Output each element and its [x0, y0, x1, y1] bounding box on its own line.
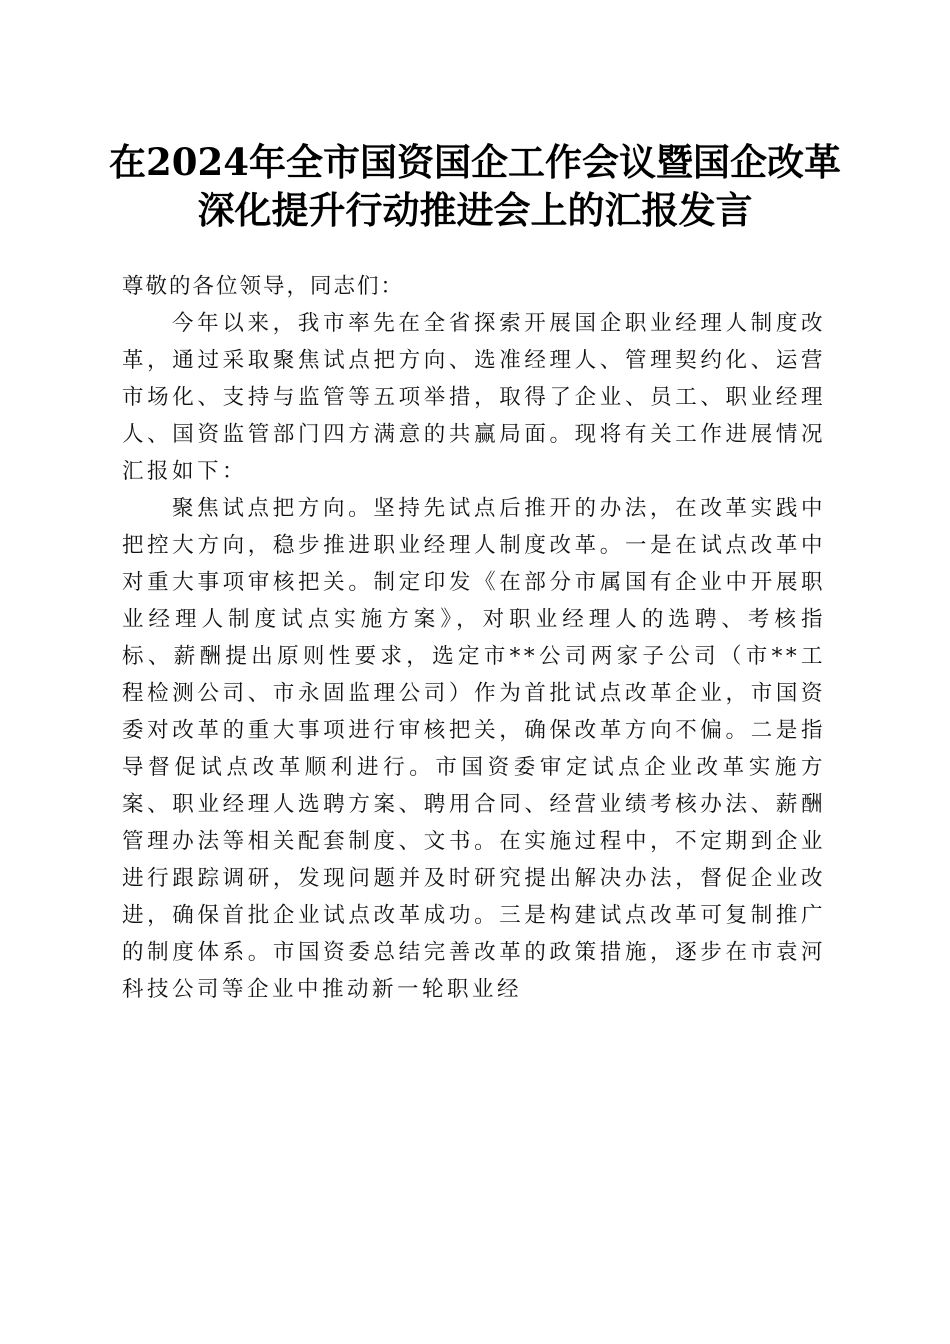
paragraph-pilot-direction: 聚焦试点把方向。坚持先试点后推开的办法，在改革实践中把控大方向，稳步推进职业经理人制度改革。一是在试点改革中对重大事项审核把关。制定印发《在部分市属国有企业中开展职业经理人制度试点实施方案》，对职业经理人的选聘、考核指标、薪酬提出原则性要求，选定市**公司两家子公司（市**工程检测公司、市永固监理公司）作为首批试点改革企业，市国资委对改革的重大事项进行审核把关，确保改革方向不偏。二是指导督促试点改革顺利进行。市国资委审定试点企业改革实施方案、职业经理人选聘方案、聘用合同、经营业绩考核办法、薪酬管理办法等相关配套制度、文书。在实施过程中，不定期到企业进行跟踪调研，发现问题并及时研究提出解决办法，督促企业改进，确保首批企业试点改革成功。三是构建试点改革可复制推广的制度体系。市国资委总结完善改革的政策措施，逐步在市袁河科技公司等企业中推动新一轮职业经	[122, 496, 826, 1002]
document-title-line-2: 深化提升行动推进会上的汇报发言	[197, 188, 753, 232]
document-body	[122, 268, 826, 1008]
paragraph-intro: 今年以来，我市率先在全省探索开展国企职业经理人制度改革，通过采取聚焦试点把方向、选准经理人、管理契约化、运营市场化、支持与监管等五项举措，取得了企业、员工、职业经理人、国资监管部门四方满意的共赢局面。现将有关工作进展情况汇报如下：	[122, 311, 826, 484]
document-title-line-1: 在2024年全市国资国企工作会议暨国企改革	[109, 140, 841, 184]
greeting: 尊敬的各位领导，同志们：	[122, 274, 405, 299]
